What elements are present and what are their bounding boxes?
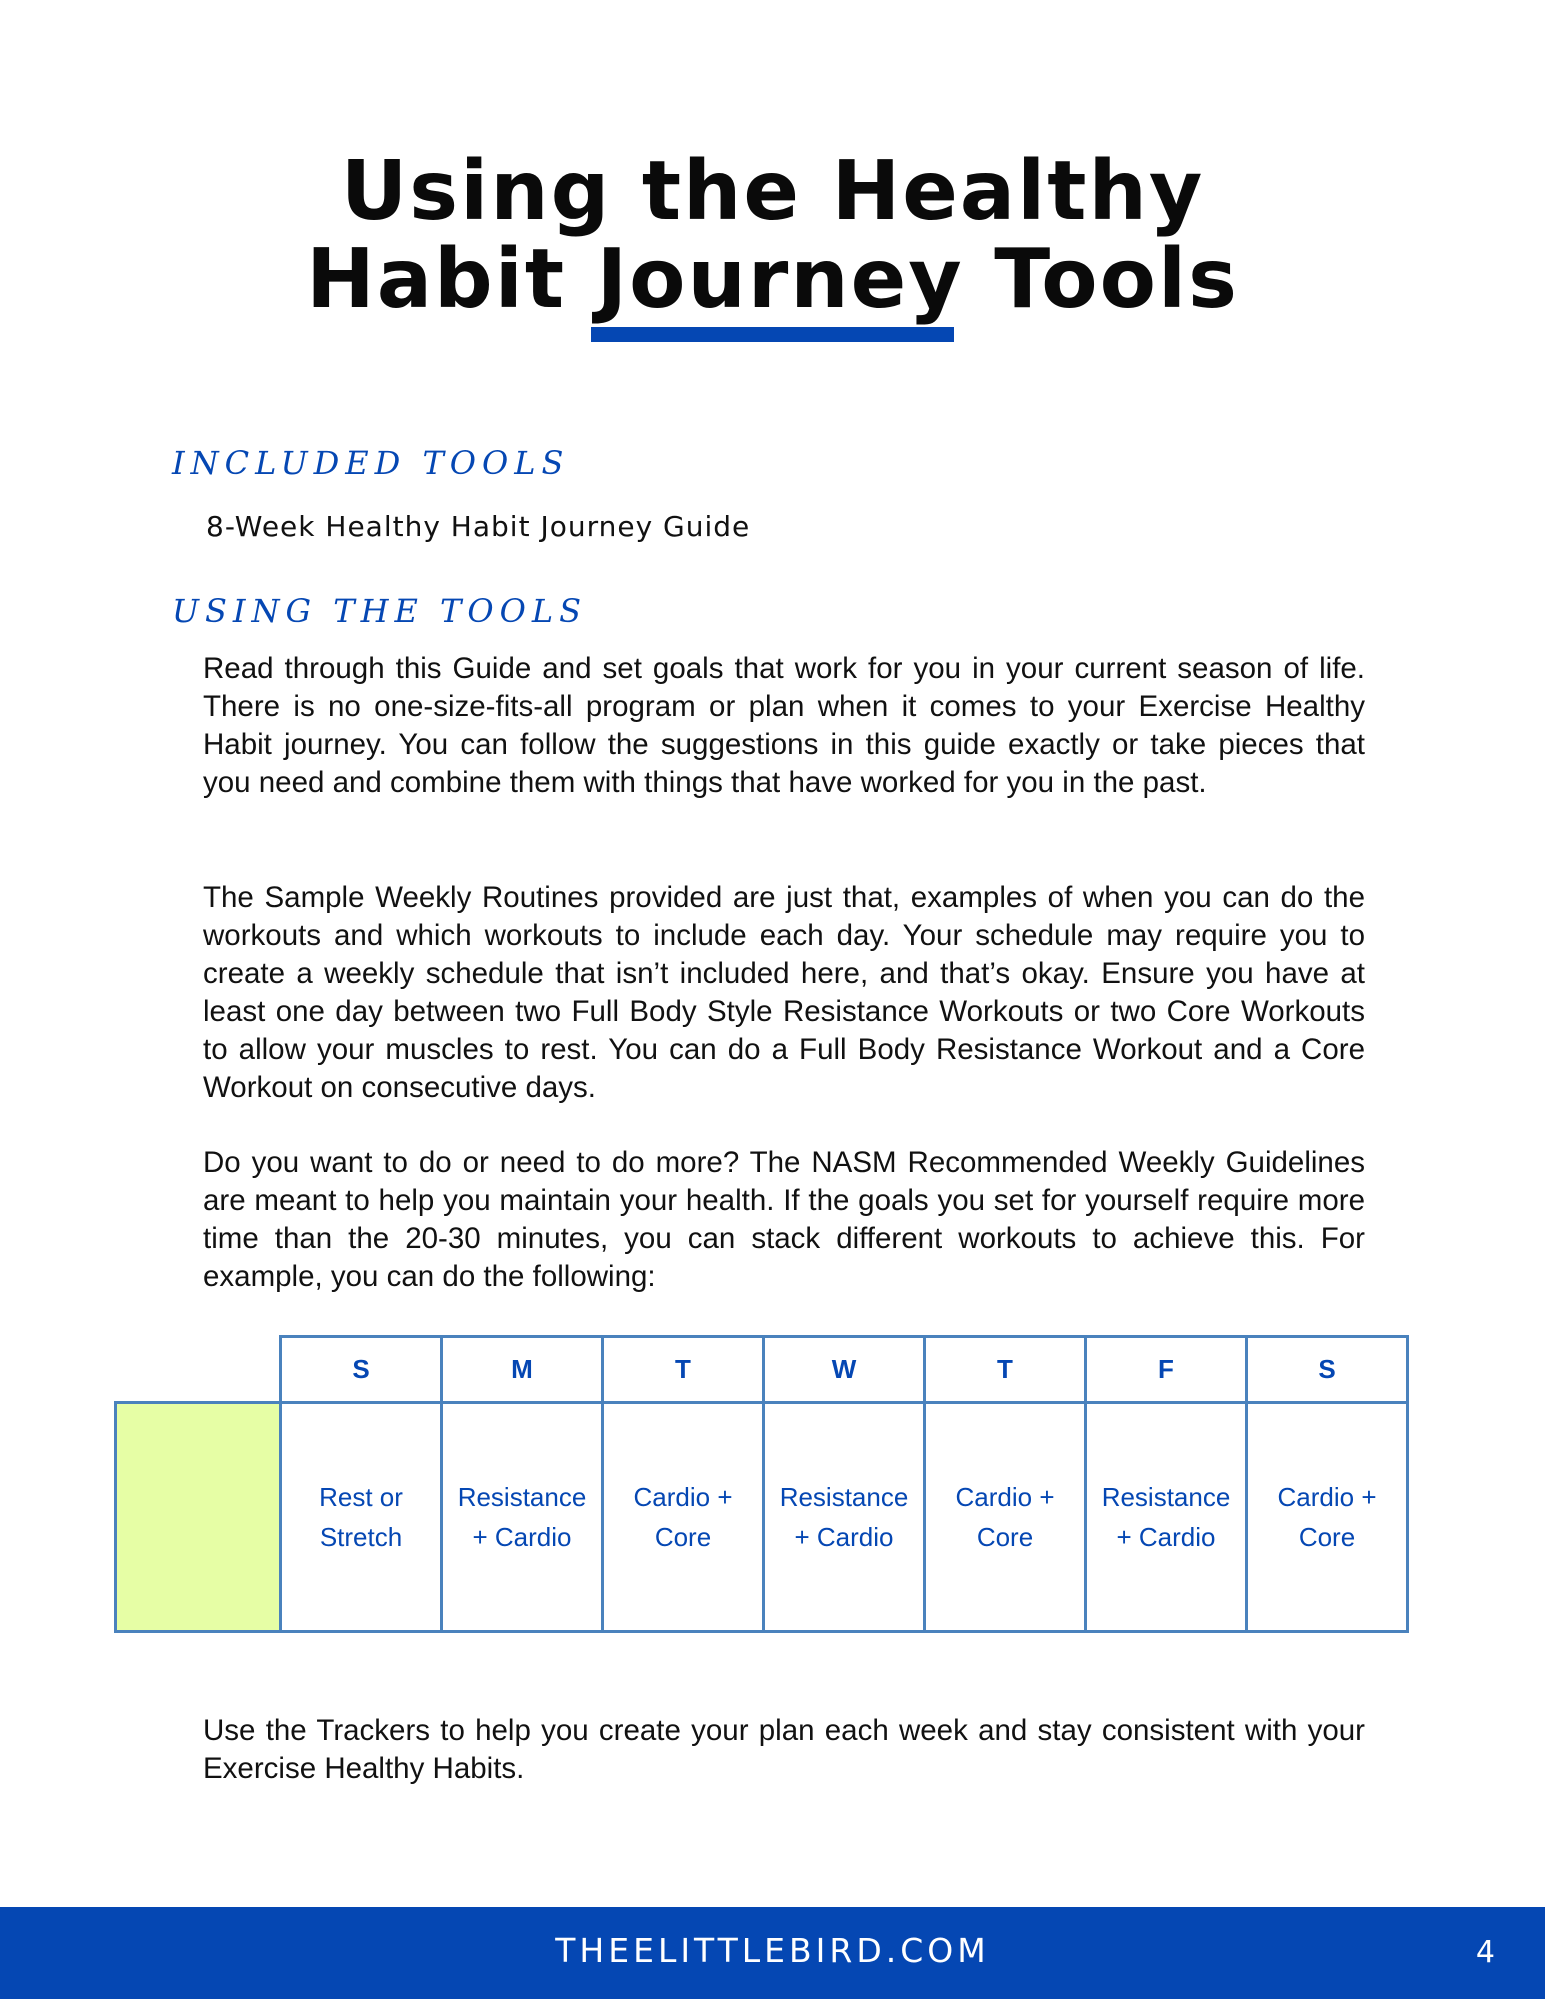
page-number: 4 bbox=[1475, 1935, 1495, 1970]
day-header: W bbox=[764, 1337, 925, 1403]
day-header: S bbox=[281, 1337, 442, 1403]
activity-line: Resistance bbox=[1101, 1482, 1231, 1512]
activity-line: Core bbox=[976, 1522, 1034, 1552]
corner-cell bbox=[116, 1337, 281, 1403]
included-tool-item: 8-Week Healthy Habit Journey Guide bbox=[206, 510, 751, 543]
activity-cell bbox=[764, 1403, 925, 1632]
activity-line: Cardio + bbox=[1277, 1482, 1377, 1512]
activity-line: Stretch bbox=[319, 1522, 403, 1552]
paragraph-do-more: Do you want to do or need to do more? The NASM Recommended Weekly Guidelines are meant to help you maintain your health. If the goals you set for yourself require more time than the 20-30 minutes, you can stack different workouts to achieve this. For example, you can do the following: bbox=[203, 1146, 1365, 1293]
activity-line: Resistance bbox=[779, 1482, 909, 1512]
title-underline bbox=[591, 327, 954, 342]
day-header: T bbox=[603, 1337, 764, 1403]
paragraph-goals: Read through this Guide and set goals that work for you in your current season of life. There is no one-size-fits-all program or plan when it comes to your Exercise Healthy Habit journey. You can follow the suggestions in this guide exactly or take pieces that you need and combine them with things that have worked for you in the past. bbox=[203, 652, 1365, 799]
weekly-schedule-table bbox=[114, 1335, 1409, 1633]
activity-cell bbox=[442, 1403, 603, 1632]
day-header: S bbox=[1247, 1337, 1408, 1403]
day-header: T bbox=[925, 1337, 1086, 1403]
activity-line: Core bbox=[1298, 1522, 1356, 1552]
page-title bbox=[0, 144, 1545, 327]
paragraph-trackers: Use the Trackers to help you create your plan each week and stay consistent with your Exercise Healthy Habits. bbox=[203, 1714, 1365, 1785]
title-line-1: Using the Healthy bbox=[340, 144, 1205, 239]
activity-cell bbox=[925, 1403, 1086, 1632]
title-line-2: Habit Journey Tools bbox=[306, 232, 1239, 327]
included-tools-heading: INCLUDED TOOLS bbox=[172, 444, 570, 482]
activity-cell bbox=[281, 1403, 442, 1632]
activity-line: + Cardio bbox=[794, 1522, 894, 1552]
activity-line: Cardio + bbox=[955, 1482, 1055, 1512]
using-tools-heading: USING THE TOOLS bbox=[172, 592, 588, 630]
activity-line: Resistance bbox=[457, 1482, 587, 1512]
day-header: F bbox=[1086, 1337, 1247, 1403]
footer-website: THEELITTLEBIRD.COM bbox=[555, 1931, 990, 1970]
activity-line: Core bbox=[654, 1522, 712, 1552]
activity-line: + Cardio bbox=[472, 1522, 572, 1552]
activity-line: + Cardio bbox=[1116, 1522, 1216, 1552]
activity-row bbox=[116, 1403, 1408, 1632]
paragraph-sample-routines: The Sample Weekly Routines provided are just that, examples of when you can do the workouts and which workouts to include each day. Your schedule may require you to create a weekly schedule that isn’t included here, and that’s okay. Ensure you have at least one day between two Full Body Style Resistance Workouts or two Core Workouts to allow your muscles to rest. You can do a Full Body Resistance Workout and a Core Workout on consecutive days. bbox=[203, 881, 1365, 1104]
day-header-row bbox=[116, 1337, 1408, 1403]
activity-line: Rest or bbox=[319, 1482, 403, 1512]
activity-cell bbox=[603, 1403, 764, 1632]
activity-line: Cardio + bbox=[633, 1482, 733, 1512]
activity-cell bbox=[1086, 1403, 1247, 1632]
day-header: M bbox=[442, 1337, 603, 1403]
footer-bar bbox=[0, 1907, 1545, 1999]
row-color-swatch bbox=[116, 1403, 281, 1632]
activity-cell bbox=[1247, 1403, 1408, 1632]
